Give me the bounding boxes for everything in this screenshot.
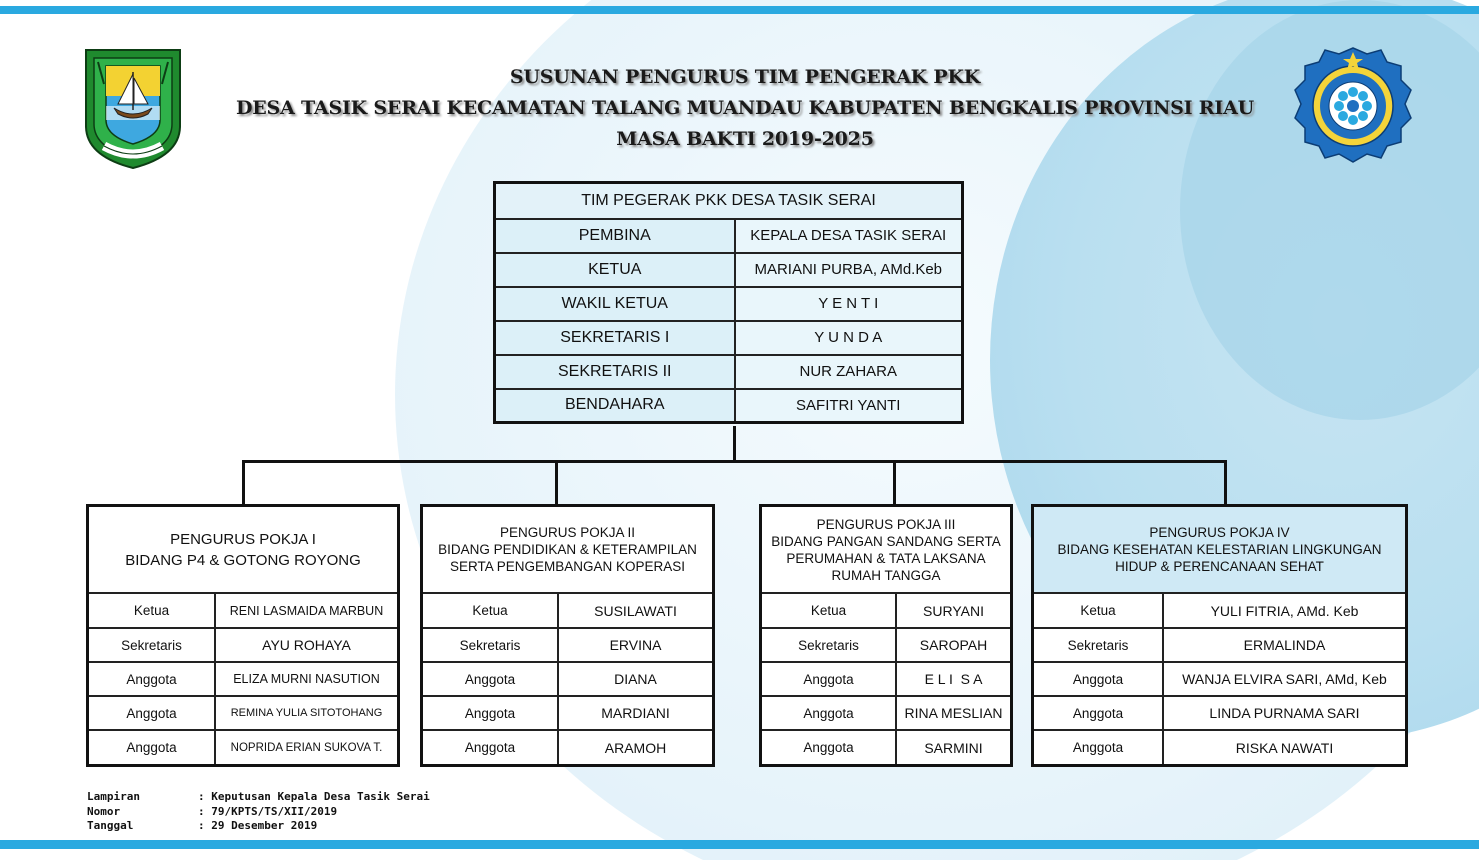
pokja-4-box: [1031, 504, 1408, 767]
connector-horizontal: [242, 460, 1227, 463]
role-cell: KETUA: [495, 253, 735, 287]
name-cell: ERVINA: [558, 628, 712, 662]
pokja-2-heading: [423, 507, 712, 594]
pokja-heading-line: PENGURUS POKJA II: [499, 525, 636, 540]
name-cell: SAFITRI YANTI: [735, 389, 963, 423]
name-cell: ERMALINDA: [1163, 628, 1405, 662]
role-cell: Anggota: [762, 730, 896, 764]
pokja-4-heading: [1034, 507, 1405, 594]
pokja-heading-line: RUMAH TANGGA: [831, 567, 941, 583]
role-cell: Anggota: [423, 662, 558, 696]
pokja-heading-line: BIDANG PENDIDIKAN & KETERAMPILAN: [438, 542, 697, 557]
table-row: [495, 321, 963, 355]
main-table-heading: TIM PEGERAK PKK DESA TASIK SERAI: [495, 183, 963, 219]
role-cell: Anggota: [89, 696, 215, 730]
name-cell: E L I S A: [896, 662, 1010, 696]
name-cell: KEPALA DESA TASIK SERAI: [735, 219, 963, 253]
pokja-heading-line: PERUMAHAN & TATA LAKSANA: [786, 550, 986, 566]
role-cell: Anggota: [1034, 662, 1163, 696]
role-cell: Ketua: [1034, 594, 1163, 628]
role-cell: Anggota: [89, 662, 215, 696]
main-leadership-table: [493, 181, 964, 424]
name-cell: YULI FITRIA, AMd. Keb: [1210, 602, 1359, 619]
table-row: [423, 662, 712, 696]
pokja-1-heading: [89, 507, 397, 594]
role-cell: Sekretaris: [1034, 628, 1163, 662]
role-cell: Sekretaris: [762, 628, 896, 662]
table-row: [89, 628, 397, 662]
pokja-heading-line: PENGURUS POKJA IV: [1149, 525, 1290, 540]
role-cell: SEKRETARIS II: [495, 355, 735, 389]
pokja-3-members: [762, 594, 1010, 764]
role-cell: Anggota: [1034, 696, 1163, 730]
table-row: [89, 662, 397, 696]
table-row: [423, 594, 712, 628]
table-row: [1034, 662, 1405, 696]
role-cell: Sekretaris: [423, 628, 558, 662]
name-cell: Y E N T I: [735, 287, 963, 321]
name-cell: SAROPAH: [896, 628, 1010, 662]
table-row: [1034, 730, 1405, 764]
table-row: [762, 628, 1010, 662]
title-line-3: MASA BAKTI 2019-2025: [616, 128, 874, 150]
name-cell: SARMINI: [896, 730, 1010, 764]
bottom-stripe: [0, 840, 1479, 849]
table-row: [495, 219, 963, 253]
role-cell: Anggota: [89, 730, 215, 764]
role-cell: SEKRETARIS I: [495, 321, 735, 355]
pokja-heading-line: PENGURUS POKJA III: [816, 516, 956, 532]
footer-row: [87, 805, 430, 820]
name-cell: ELIZA MURNI NASUTION: [215, 662, 397, 696]
pokja-2-members: [423, 594, 712, 764]
pokja-heading-line: BIDANG PANGAN SANDANG SERTA: [771, 533, 1001, 549]
pokja-1-box: [86, 504, 400, 767]
pokja-2-box: [420, 504, 715, 767]
pokja-3-heading: [762, 507, 1010, 594]
footer-key: Tanggal: [87, 819, 134, 832]
role-cell: Sekretaris: [89, 628, 215, 662]
table-row: [1034, 594, 1405, 628]
pokja-1-members: [89, 594, 397, 764]
table-row: [762, 730, 1010, 764]
table-row: [423, 730, 712, 764]
role-cell: Anggota: [1034, 730, 1163, 764]
role-cell: Anggota: [762, 696, 896, 730]
name-cell: SURYANI: [923, 602, 984, 619]
name-cell: RENI LASMAIDA MARBUN: [229, 603, 384, 618]
footer-row: [87, 819, 430, 834]
title-line-1: SUSUNAN PENGURUS TIM PENGERAK PKK: [509, 66, 981, 88]
table-row: [89, 594, 397, 628]
role-cell: Ketua: [89, 594, 215, 628]
pokja-heading-line: SERTA PENGEMBANGAN KOPERASI: [449, 559, 686, 574]
role-cell: BENDAHARA: [495, 389, 735, 423]
footer-value: : Keputusan Kepala Desa Tasik Serai: [198, 790, 430, 803]
name-cell: LINDA PURNAMA SARI: [1163, 696, 1405, 730]
footer-key: Lampiran: [87, 790, 140, 803]
table-row: [762, 662, 1010, 696]
pokja-heading-line: PENGURUS POKJA I: [170, 530, 316, 548]
pokja-4-members: [1034, 594, 1405, 764]
table-row: [495, 287, 963, 321]
name-cell: RISKA NAWATI: [1163, 730, 1405, 764]
role-cell: Ketua: [423, 594, 558, 628]
table-row: [1034, 696, 1405, 730]
name-cell: Y U N D A: [735, 321, 963, 355]
table-row: [762, 696, 1010, 730]
footer-key: Nomor: [87, 804, 121, 818]
connector-drop-pokja-2: [555, 460, 558, 506]
table-row: [423, 628, 712, 662]
top-stripe: [0, 6, 1479, 14]
role-cell: Ketua: [762, 594, 896, 628]
table-row: [495, 253, 963, 287]
name-cell: SUSILAWATI: [594, 602, 677, 619]
name-cell: REMINA YULIA SITOTOHANG: [215, 696, 397, 730]
name-cell: MARIANI PURBA, AMd.Keb: [735, 253, 963, 287]
role-cell: WAKIL KETUA: [495, 287, 735, 321]
name-cell: AYU ROHAYA: [215, 628, 397, 662]
pokja-3-box: [759, 504, 1013, 767]
table-row: [495, 355, 963, 389]
page-title: [220, 62, 1270, 155]
footer-value: : 29 Desember 2019: [198, 819, 318, 832]
name-cell: RINA MESLIAN: [896, 696, 1010, 730]
footer-value: : 79/KPTS/TS/XII/2019: [198, 804, 338, 818]
name-cell: NUR ZAHARA: [735, 355, 963, 389]
connector-trunk: [733, 426, 736, 462]
role-cell: Anggota: [423, 696, 558, 730]
document-reference-footer: [87, 790, 430, 834]
role-cell: Anggota: [762, 662, 896, 696]
name-cell: NOPRIDA ERIAN SUKOVA T.: [215, 730, 397, 764]
name-cell: MARDIANI: [558, 696, 712, 730]
footer-row: [87, 790, 430, 805]
pkk-emblem-logo: [1293, 44, 1413, 166]
name-cell: ARAMOH: [558, 730, 712, 764]
role-cell: Anggota: [423, 730, 558, 764]
table-row: [1034, 628, 1405, 662]
name-cell: DIANA: [558, 662, 712, 696]
role-cell: PEMBINA: [495, 219, 735, 253]
table-row: [89, 696, 397, 730]
connector-drop-pokja-1: [242, 460, 245, 506]
pokja-heading-line: HIDUP & PERENCANAAN SEHAT: [1115, 559, 1324, 574]
pokja-heading-line: BIDANG P4 & GOTONG ROYONG: [125, 551, 361, 569]
pokja-heading-line: BIDANG KESEHATAN KELESTARIAN LINGKUNGAN: [1057, 542, 1382, 557]
table-row: [89, 730, 397, 764]
connector-drop-pokja-4: [1224, 460, 1227, 506]
table-row: [762, 594, 1010, 628]
table-row: [495, 389, 963, 423]
connector-drop-pokja-3: [893, 460, 896, 506]
title-line-2: DESA TASIK SERAI KECAMATAN TALANG MUANDAU KABUPATEN BENGKALIS PROVINSI RIAU: [236, 97, 1254, 119]
bengkalis-crest-logo: [84, 48, 182, 170]
name-cell: WANJA ELVIRA SARI, AMd, Keb: [1163, 662, 1405, 696]
table-row: [423, 696, 712, 730]
